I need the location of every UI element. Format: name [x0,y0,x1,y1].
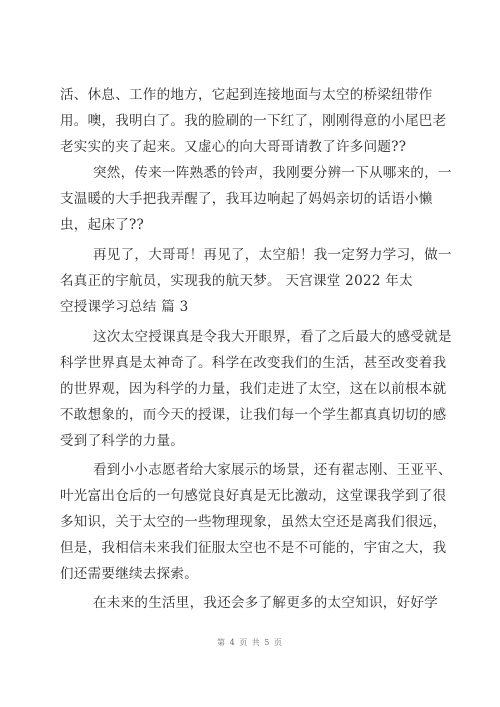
text-line: 虫，起床了?? [60,217,145,233]
text-line: 再见了，大哥哥！再见了，太空船！我一定努力学习，做一 [93,247,452,263]
text-line: 们还需要继续去探索。 [60,566,198,582]
text-line: 但是，我相信未来我们征服太空也不是不可能的，宇宙之大，我 [60,540,447,556]
text-line: 活、休息、工作的地方，它起到连接地面与太空的桥梁纽带作 [60,87,433,103]
text-line: 科学世界真是太神奇了。科学在改变我们的生活，甚至改变着我 [60,355,447,371]
text-line: 名真正的宇航员，实现我的航天梦。 天宫课堂 2022 年太 [60,273,413,289]
text-line: 叶光富出仓后的一句感觉良好真是无比激动，这堂课我学到了很 [60,488,447,504]
text-line: 的世界观，因为科学的力量，我们走进了太空，这在以前根本就 [60,381,447,397]
page-number: 第 4 页 共 5 页 [217,638,283,647]
text-line: 在未来的生活里，我还会多了解更多的太空知识，好好学 [93,595,438,611]
section-heading: 空授课学习总结 篇 3 [60,299,189,315]
text-line: 多知识，关于太空的一些物理现象，虽然太空还是离我们很远， [60,514,447,530]
text-line: 老实实的夹了起来。又虚心的向大哥哥请教了许多问题?? [60,139,407,155]
text-line: 受到了科学的力量。 [60,433,185,449]
text-line: 看到小小志愿者给大家展示的场景，还有翟志刚、王亚平、 [93,462,452,478]
text-line: 这次太空授课真是令我大开眼界，看了之后最大的感受就是 [93,329,452,345]
text-line: 不敢想象的，而今天的授课，让我们每一个学生都真真切切的感 [60,407,447,423]
text-line: 突然，传来一阵熟悉的铃声，我刚要分辨一下从哪来的，一 [93,165,452,181]
text-line: 用。噢，我明白了。我的脸刷的一下红了，刚刚得意的小尾巴老 [60,113,447,129]
text-line: 支温暖的大手把我弄醒了，我耳边响起了妈妈亲切的话语小懒 [60,191,433,207]
